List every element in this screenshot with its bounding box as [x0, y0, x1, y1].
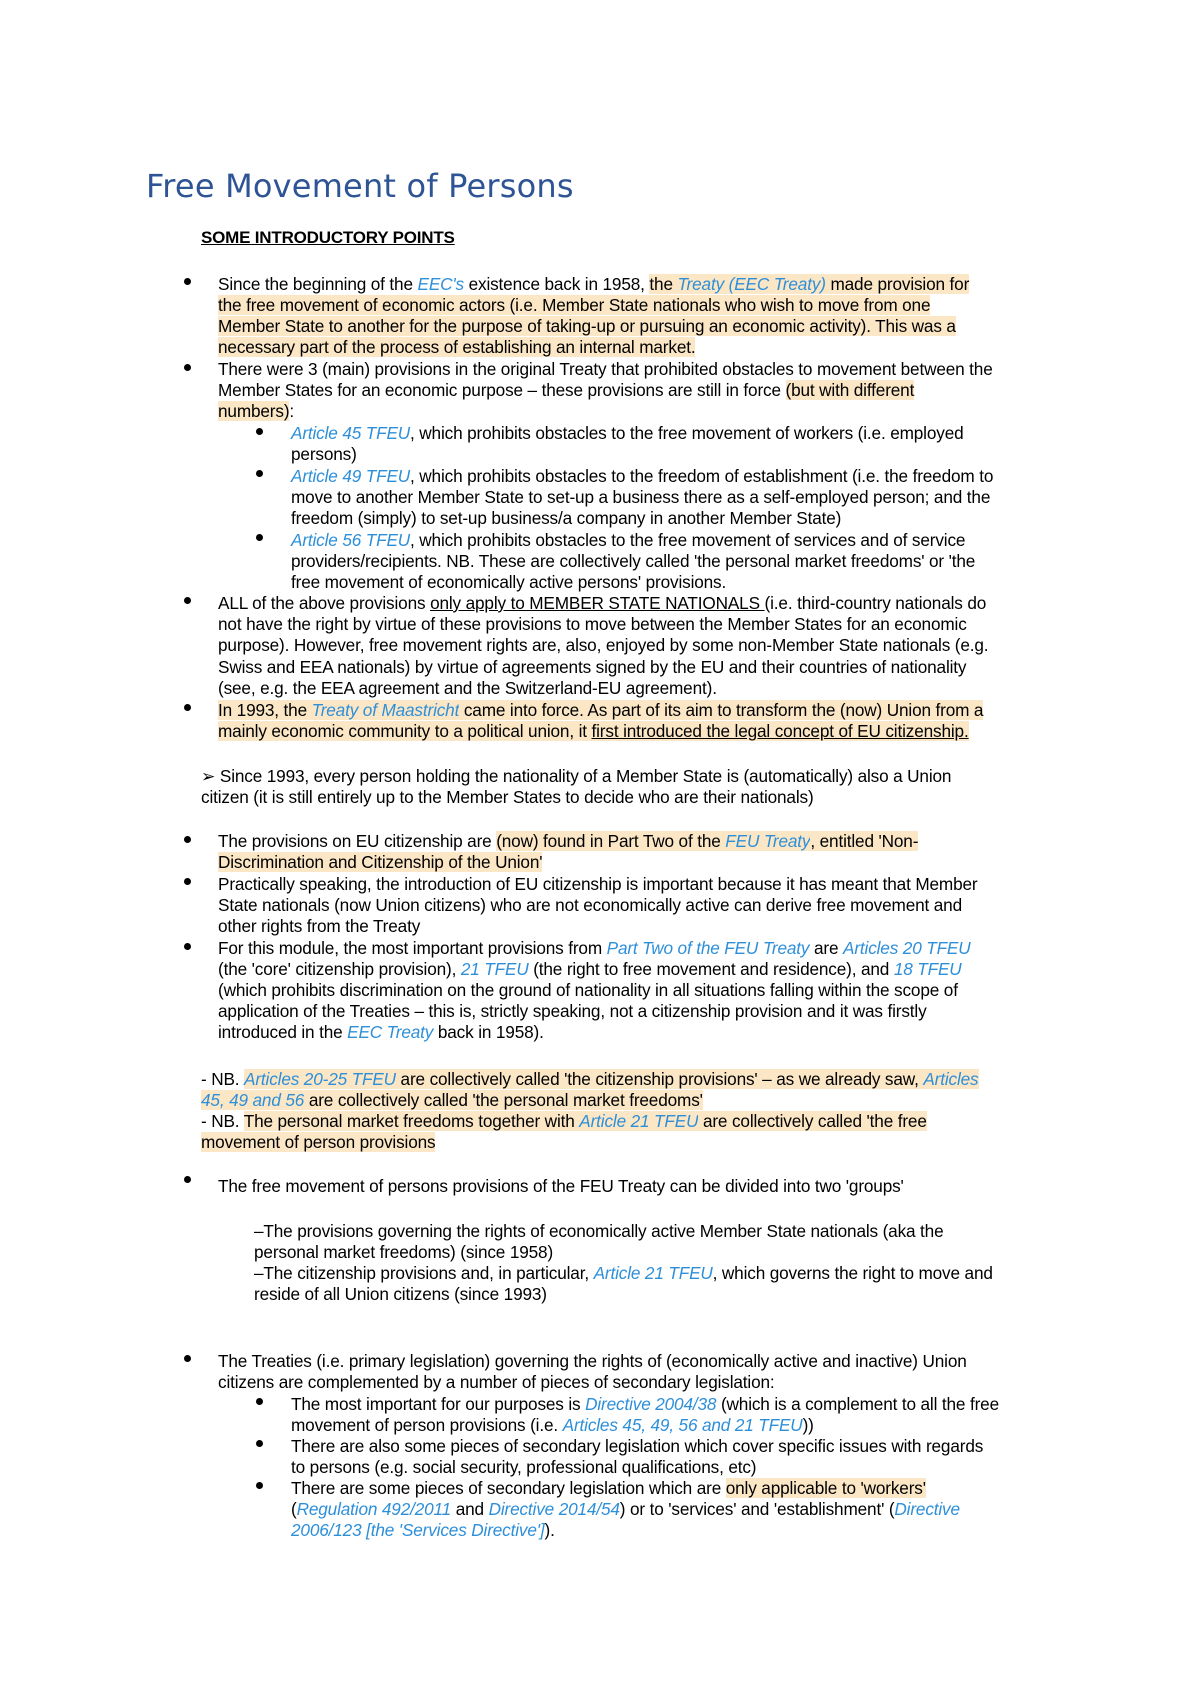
- paragraph-line: [218, 1176, 904, 1197]
- text-run: State nationals (now Union citizens) who are not economically active can derive free movement and: [218, 895, 963, 915]
- text-run: reside of all Union citizens (since 1993): [254, 1284, 547, 1304]
- text-run: to persons (e.g. social security, professional qualifications, etc): [291, 1457, 757, 1477]
- highlighted-text: (but with different: [785, 380, 915, 400]
- paragraph-line: [218, 316, 956, 337]
- paragraph-line: [254, 1242, 553, 1263]
- text-run: (the right to free movement and residence), and: [528, 959, 894, 979]
- text-run: not have the right by virtue of these provisions to move between the Member States for an economic: [218, 614, 967, 634]
- paragraph-line: [218, 895, 962, 916]
- text-run: citizens are complemented by a number of pieces of secondary legislation:: [218, 1372, 775, 1392]
- paragraph-line: [291, 1394, 999, 1415]
- highlighted-text: mainly economic community to a political union, it: [218, 721, 592, 741]
- text-run: There were 3 (main) provisions in the original Treaty that prohibited obstacles to movement between the: [218, 359, 993, 379]
- legal-reference: 45, 49 and 56: [201, 1090, 305, 1110]
- text-run: , which prohibits obstacles to the freedom of establishment (i.e. the freedom to: [410, 466, 994, 486]
- paragraph-line: [218, 593, 986, 614]
- paragraph-line: [254, 1221, 944, 1242]
- sub-bullet-marker: [256, 1482, 263, 1489]
- paragraph-line: [201, 1111, 927, 1132]
- paragraph-line: [218, 1372, 775, 1393]
- text-run: movement of person provisions (i.e.: [291, 1415, 563, 1435]
- paragraph-line: [218, 874, 977, 895]
- paragraph-line: [291, 423, 964, 444]
- highlighted-text: numbers): [218, 401, 290, 421]
- paragraph-line: [218, 380, 914, 401]
- highlighted-text: are collectively called 'the free: [698, 1111, 927, 1131]
- legal-reference: Article 21 TFEU: [579, 1111, 699, 1131]
- highlighted-text: are collectively called 'the citizenship provisions' – as we already saw,: [395, 1069, 924, 1089]
- text-run: The Treaties (i.e. primary legislation) governing the rights of (economically active and inactive) Union: [218, 1351, 967, 1371]
- paragraph-line: [291, 1415, 814, 1436]
- sub-bullet-marker: [256, 428, 263, 435]
- text-run: There are also some pieces of secondary legislation which cover specific issues with regards: [291, 1436, 984, 1456]
- text-run: ALL of the above provisions: [218, 593, 431, 613]
- legal-reference: Treaty of Maastricht: [311, 700, 460, 720]
- highlighted-text: first introduced the legal concept of EU citizenship.: [591, 721, 969, 741]
- text-run: are: [809, 938, 844, 958]
- bullet-marker: [184, 597, 191, 604]
- paragraph-line: [218, 1022, 544, 1043]
- text-run: –The citizenship provisions and, in particular,: [254, 1263, 594, 1283]
- paragraph-line: [291, 508, 841, 529]
- section-heading: SOME INTRODUCTORY POINTS: [201, 228, 455, 247]
- text-run: application of the Treaties – this is, strictly speaking, not a citizenship provision and it was firstly: [218, 1001, 927, 1021]
- paragraph-line: [291, 1436, 983, 1457]
- highlighted-text: Member State to another for the purpose of taking-up or pursuing an economic activity). This was a: [218, 316, 956, 336]
- text-run: introduced in the: [218, 1022, 348, 1042]
- legal-reference: Articles 20-25 TFEU: [244, 1069, 396, 1089]
- paragraph-line: [291, 551, 975, 572]
- text-run: )): [802, 1415, 814, 1435]
- text-run: :: [289, 401, 295, 421]
- paragraph-line: [218, 959, 962, 980]
- text-run: freedom (simply) to set-up business/a company in another Member State): [291, 508, 842, 528]
- legal-reference: Article 21 TFEU: [593, 1263, 713, 1283]
- text-run: ) or to 'services' and 'establishment' (: [619, 1499, 895, 1519]
- highlighted-text: The personal market freedoms together with: [243, 1111, 580, 1131]
- text-run: Practically speaking, the introduction of EU citizenship is important because it has meant that Member: [218, 874, 978, 894]
- paragraph-line: [201, 787, 814, 808]
- legal-reference: 2006/123 [the 'Services Directive']: [291, 1520, 545, 1540]
- paragraph-line: [291, 530, 965, 551]
- highlighted-text: the: [649, 274, 678, 294]
- text-run: (which prohibits discrimination on the ground of nationality in all situations falling within the scope of: [218, 980, 958, 1000]
- highlighted-text: made provision for: [825, 274, 970, 294]
- highlighted-text: Discrimination and Citizenship of the Union': [218, 852, 543, 872]
- legal-reference: Article 45 TFEU: [291, 423, 411, 443]
- bullet-marker: [184, 943, 191, 950]
- highlighted-text: , entitled 'Non-: [810, 831, 919, 851]
- text-run: and: [451, 1499, 489, 1519]
- paragraph-line: [218, 721, 969, 742]
- legal-reference: Directive 2014/54: [488, 1499, 620, 1519]
- text-run: persons): [291, 444, 357, 464]
- page-title: Free Movement of Persons: [146, 167, 574, 205]
- text-run: –The provisions governing the rights of economically active Member State nationals (aka the: [254, 1221, 944, 1241]
- highlighted-text: are collectively called 'the personal market freedoms': [304, 1090, 703, 1110]
- paragraph-line: [201, 766, 951, 787]
- text-run: existence back in 1958,: [463, 274, 650, 294]
- legal-reference: Treaty (EEC Treaty): [677, 274, 826, 294]
- sub-bullet-marker: [256, 1398, 263, 1405]
- legal-reference: EEC's: [417, 274, 464, 294]
- paragraph-line: [218, 980, 958, 1001]
- paragraph-line: [218, 678, 717, 699]
- text-run: , which prohibits obstacles to the free movement of workers (i.e. employed: [410, 423, 964, 443]
- sub-bullet-marker: [256, 470, 263, 477]
- paragraph-line: [254, 1263, 993, 1284]
- legal-reference: EEC Treaty: [347, 1022, 434, 1042]
- legal-reference: FEU Treaty: [725, 831, 811, 851]
- highlighted-text: only applicable to 'workers': [725, 1478, 926, 1498]
- highlighted-text: the free movement of economic actors (i.e. Member State nationals who wish to move from one: [218, 295, 931, 315]
- legal-reference: Articles: [923, 1069, 979, 1089]
- sub-bullet-marker: [256, 534, 263, 541]
- paragraph-line: [218, 1001, 927, 1022]
- paragraph-line: [218, 1351, 967, 1372]
- legal-reference: Article 49 TFEU: [291, 466, 411, 486]
- legal-reference: Directive 2004/38: [585, 1394, 717, 1414]
- legal-reference: Articles 20 TFEU: [843, 938, 971, 958]
- paragraph-line: [201, 1069, 979, 1090]
- paragraph-line: [218, 401, 294, 422]
- paragraph-line: [291, 572, 726, 593]
- text-run: , which prohibits obstacles to the free movement of services and of service: [410, 530, 966, 550]
- underlined-text: only apply to MEMBER STATE NATIONALS: [430, 593, 765, 613]
- legal-reference: 21 TFEU: [460, 959, 529, 979]
- text-run: back in 1958).: [433, 1022, 544, 1042]
- paragraph-line: [254, 1284, 547, 1305]
- highlighted-text: (now) found in Part Two of the: [496, 831, 726, 851]
- paragraph-line: [218, 635, 988, 656]
- text-run: - NB.: [201, 1069, 245, 1089]
- paragraph-line: [218, 831, 918, 852]
- text-run: ).: [544, 1520, 555, 1540]
- text-run: move to another Member State to set-up a business there as a self-employed person; and the: [291, 487, 991, 507]
- paragraph-line: [201, 1090, 703, 1111]
- paragraph-line: [218, 274, 969, 295]
- text-run: (: [291, 1499, 297, 1519]
- text-run: , which governs the right to move and: [712, 1263, 993, 1283]
- paragraph-line: [218, 337, 695, 358]
- paragraph-line: [218, 657, 966, 678]
- text-run: The provisions on EU citizenship are: [218, 831, 497, 851]
- text-run: (which is a complement to all the free: [716, 1394, 999, 1414]
- text-run: - NB.: [201, 1111, 244, 1131]
- legal-reference: Regulation 492/2011: [296, 1499, 452, 1519]
- text-run: purpose). However, free movement rights are, also, enjoyed by some non-Member State nationals (e.g.: [218, 635, 989, 655]
- text-run: free movement of economically active persons' provisions.: [291, 572, 727, 592]
- bullet-marker: [184, 278, 191, 285]
- paragraph-line: [291, 487, 990, 508]
- paragraph-line: [291, 1499, 960, 1520]
- text-run: (the 'core' citizenship provision),: [218, 959, 461, 979]
- text-run: (i.e. third-country nationals do: [764, 593, 987, 613]
- highlighted-text: In 1993, the: [218, 700, 312, 720]
- text-run: providers/recipients. NB. These are collectively called 'the personal market freedoms' or 'the: [291, 551, 976, 571]
- sub-bullet-marker: [256, 1440, 263, 1447]
- paragraph-line: [218, 614, 967, 635]
- bullet-marker: [184, 704, 191, 711]
- paragraph-line: [218, 852, 542, 873]
- text-run: The most important for our purposes is: [291, 1394, 586, 1414]
- legal-reference: Part Two of the FEU Treaty: [606, 938, 810, 958]
- paragraph-line: [218, 916, 420, 937]
- highlighted-text: necessary part of the process of establishing an internal market.: [218, 337, 696, 357]
- paragraph-line: [218, 700, 983, 721]
- paragraph-line: [291, 466, 993, 487]
- bullet-marker: [184, 1176, 191, 1183]
- highlighted-text: came into force. As part of its aim to transform the (now) Union from a: [459, 700, 984, 720]
- paragraph-line: [218, 938, 971, 959]
- paragraph-line: [291, 1520, 555, 1541]
- legal-reference: Articles 45, 49, 56 and 21 TFEU: [562, 1415, 803, 1435]
- paragraph-line: [291, 1478, 926, 1499]
- paragraph-line: [218, 295, 930, 316]
- legal-reference: Article 56 TFEU: [291, 530, 411, 550]
- text-run: other rights from the Treaty: [218, 916, 421, 936]
- legal-reference: Directive: [894, 1499, 960, 1519]
- legal-reference: 18 TFEU: [893, 959, 962, 979]
- text-run: personal market freedoms) (since 1958): [254, 1242, 554, 1262]
- paragraph-line: [291, 1457, 756, 1478]
- bullet-marker: [184, 878, 191, 885]
- text-run: Swiss and EEA nationals) by virtue of agreements signed by the EU and their countries of nationality: [218, 657, 967, 677]
- text-run: ➢ Since 1993, every person holding the nationality of a Member State is (automatically) also a Union: [201, 766, 952, 786]
- bullet-marker: [184, 836, 191, 843]
- text-run: There are some pieces of secondary legislation which are: [291, 1478, 726, 1498]
- bullet-marker: [184, 1355, 191, 1362]
- text-run: For this module, the most important provisions from: [218, 938, 607, 958]
- paragraph-line: [291, 444, 357, 465]
- text-run: The free movement of persons provisions of the FEU Treaty can be divided into two 'groups': [218, 1176, 904, 1196]
- paragraph-line: [218, 359, 993, 380]
- bullet-marker: [184, 364, 191, 371]
- text-run: (see, e.g. the EEA agreement and the Switzerland-EU agreement).: [218, 678, 717, 698]
- text-run: Since the beginning of the: [218, 274, 418, 294]
- highlighted-text: movement of person provisions: [201, 1132, 436, 1152]
- text-run: citizen (it is still entirely up to the Member States to decide who are their nationals): [201, 787, 814, 807]
- paragraph-line: [201, 1132, 435, 1153]
- text-run: Member States for an economic purpose – these provisions are still in force: [218, 380, 786, 400]
